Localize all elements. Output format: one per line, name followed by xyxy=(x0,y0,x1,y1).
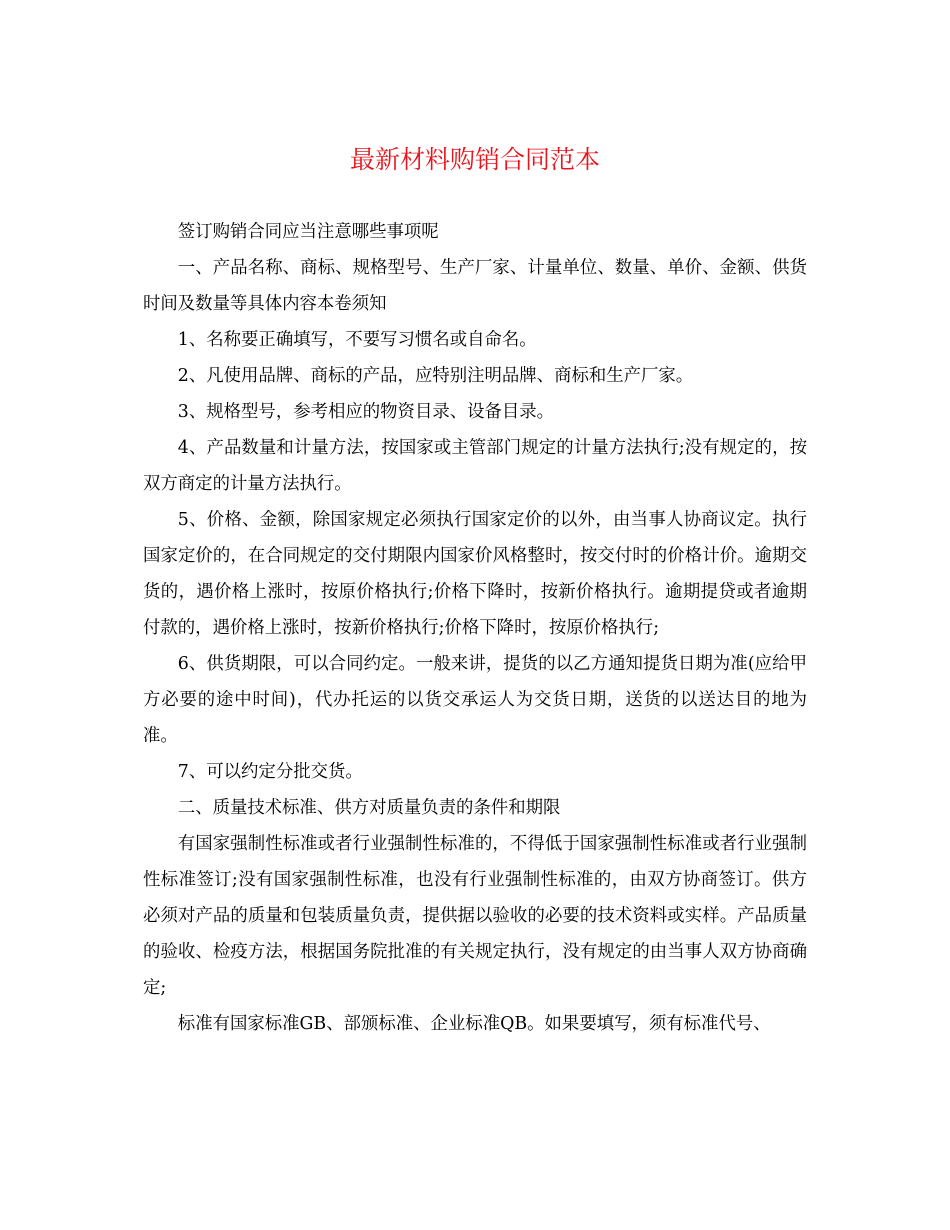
paragraph: 1、名称要正确填写，不要写习惯名或自命名。 xyxy=(177,330,537,350)
paragraph: 4、产品数量和计量方法，按国家或主管部门规定的计量方法执行;没有规定的，按双方商定的计量方法执行。 xyxy=(143,438,807,494)
document-body xyxy=(143,214,807,1042)
paragraph: 5、价格、金额，除国家规定必须执行国家定价的以外，由当事人协商议定。执行国家定价的，在合同规定的交付期限内国家价风格整时，按交付时的价格计价。逾期交货的，遇价格上涨时，按原价格执行;价格下降时，按新价格执行。逾期提贷或者逾期付款的，遇价格上涨时，按新价格执行;价格下降时，按原价格执行; xyxy=(143,510,807,638)
paragraph: 6、供货期限，可以合同约定。一般来讲，提货的以乙方通知提货日期为准(应给甲方必要的途中时间)，代办托运的以货交承运人为交货日期，送货的以送达目的地为准。 xyxy=(143,654,807,746)
paragraph: 标准有国家标准GB、部颁标准、企业标准QB。如果要填写，须有标准代号、 xyxy=(177,1014,771,1034)
paragraph: 签订购销合同应当注意哪些事项呢 xyxy=(177,222,439,242)
document-title: 最新材料购销合同范本 xyxy=(349,145,600,174)
paragraph: 一、产品名称、商标、规格型号、生产厂家、计量单位、数量、单价、金额、供货时间及数量等具体内容本卷须知 xyxy=(143,258,807,314)
paragraph: 有国家强制性标准或者行业强制性标准的，不得低于国家强制性标准或者行业强制性标准签订;没有国家强制性标准，也没有行业强制性标准的，由双方协商签订。供方必须对产品的质量和包装质量负责，提供据以验收的必要的技术资料或实样。产品质量的验收、检疫方法，根据国务院批准的有关规定执行，没有规定的由当事人双方协商确定; xyxy=(143,834,807,998)
paragraph: 二、质量技术标准、供方对质量负责的条件和期限 xyxy=(177,798,561,818)
paragraph: 2、凡使用品牌、商标的产品，应特别注明品牌、商标和生产厂家。 xyxy=(177,366,694,386)
paragraph: 3、规格型号，参考相应的物资目录、设备目录。 xyxy=(177,402,555,422)
paragraph: 7、可以约定分批交货。 xyxy=(177,762,363,782)
